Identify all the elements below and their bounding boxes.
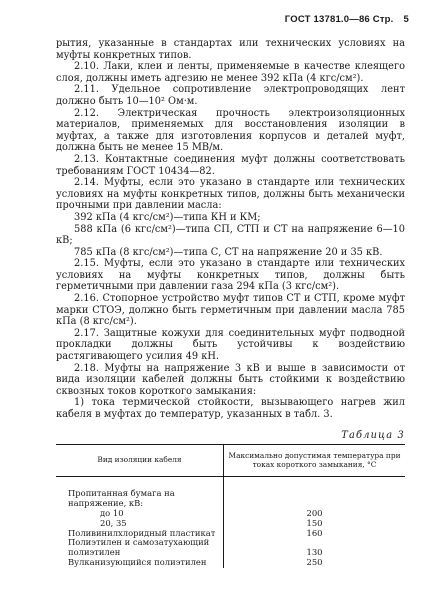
row-value (224, 477, 405, 509)
paragraph-2-13: 2.13. Контактные соединения муфт должны соответствовать требованиям ГОСТ 10434—82. (56, 153, 405, 177)
standard-designation: ГОСТ 13781.0—86 Стр. (284, 14, 394, 25)
row-value: 160 (306, 527, 323, 538)
row-label: 20, 35 (56, 519, 224, 529)
paragraph-continuation: рытия, указанные в стандартах или технических условиях на муфты конкретных типов. (56, 38, 405, 61)
paragraph-2-17: 2.17. Защитные кожухи для соединительных муфт подводной прокладки должны быть устойчивы к воздействию растягивающего усилия 49 кН. (56, 327, 405, 363)
table-header-row (56, 445, 405, 477)
pressure-item-2: 588 кПа (6 кгс/см²)—типа СП, СТП и СТ на напряжение 6—10 кВ; (56, 223, 405, 247)
page-header (285, 14, 409, 25)
temperature-table (56, 444, 405, 568)
table-row (56, 477, 405, 509)
row-value: 130 (306, 547, 323, 558)
paragraph-2-11: 2.11. Удельное сопротивление электропроводящих лент должно быть 10—10² Ом·м. (56, 84, 405, 107)
pressure-item-3: 785 кПа (8 кгс/см²)—типа С, СТ на напряжение 20 и 35 кВ. (74, 246, 383, 258)
paragraph-2-18-item-1: 1) тока термической стойкости, вызывающего нагрев жил кабеля в муфтах до температур, указанных в табл. 3. (56, 397, 405, 420)
pressure-item-1: 392 кПа (4 кгс/см²)—типа КН и КМ; (74, 211, 261, 223)
table-caption: Таблица 3 (341, 429, 405, 441)
paragraph-2-16: 2.16. Стопорное устройство муфт типов СТ и СТП, кроме муфт марки СТОЭ, должно быть герметичным при давлении масла 785 кПа (8 кгс/см²). (56, 293, 405, 328)
row-value: 200 (306, 507, 323, 518)
row-label: Пропитанная бумага на напряжение, кВ: (56, 477, 224, 509)
row-value: 150 (306, 517, 323, 528)
row-label: Полиэтилен и самозатухающий полиэтилен (56, 538, 224, 558)
row-label: Поливинилхлоридный пластикат (56, 529, 224, 539)
column-header-insulation: Вид изоляции кабеля (56, 445, 224, 477)
row-label: Вулканизующийся полиэтилен (56, 558, 224, 568)
paragraph-2-18: 2.18. Муфты на напряжение 3 кВ и выше в зависимости от вида изоляции кабелей должны быть стойкими к воздействию сквозных токов короткого замыкания: (56, 362, 405, 397)
document-body (56, 38, 405, 568)
page-number: 5 (403, 14, 409, 25)
table-row (56, 538, 405, 558)
paragraph-2-12: 2.12. Электрическая прочность электроизоляционных материалов, применяемых для восстановления изоляции в муфтах, а также для изготовления корпусов и деталей муфт, должна быть не менее 15 МВ/м. (56, 107, 405, 154)
paragraph-2-15: 2.15. Муфты, если это указано в стандарте или технических условиях на муфты конкретных типов, должны быть герметичными при давлении газа 294 кПа (3 кгс/см²). (56, 258, 405, 293)
paragraph-2-10: 2.10. Лаки, клеи и ленты, применяемые в качестве клеящего слоя, должны иметь адгезию не менее 392 кПа (4 кгс/см²). (56, 61, 405, 84)
paragraph-2-14: 2.14. Муфты, если это указано в стандарте или технических условиях на муфты конкретных типов, должны быть механически прочными при давлении масла: (56, 177, 405, 212)
row-value: 250 (306, 556, 323, 567)
table-row (56, 558, 405, 568)
column-header-temperature: Максимально допустимая температура при токах короткого замыкания, °С (224, 445, 405, 477)
row-label: до 10 (56, 509, 224, 519)
